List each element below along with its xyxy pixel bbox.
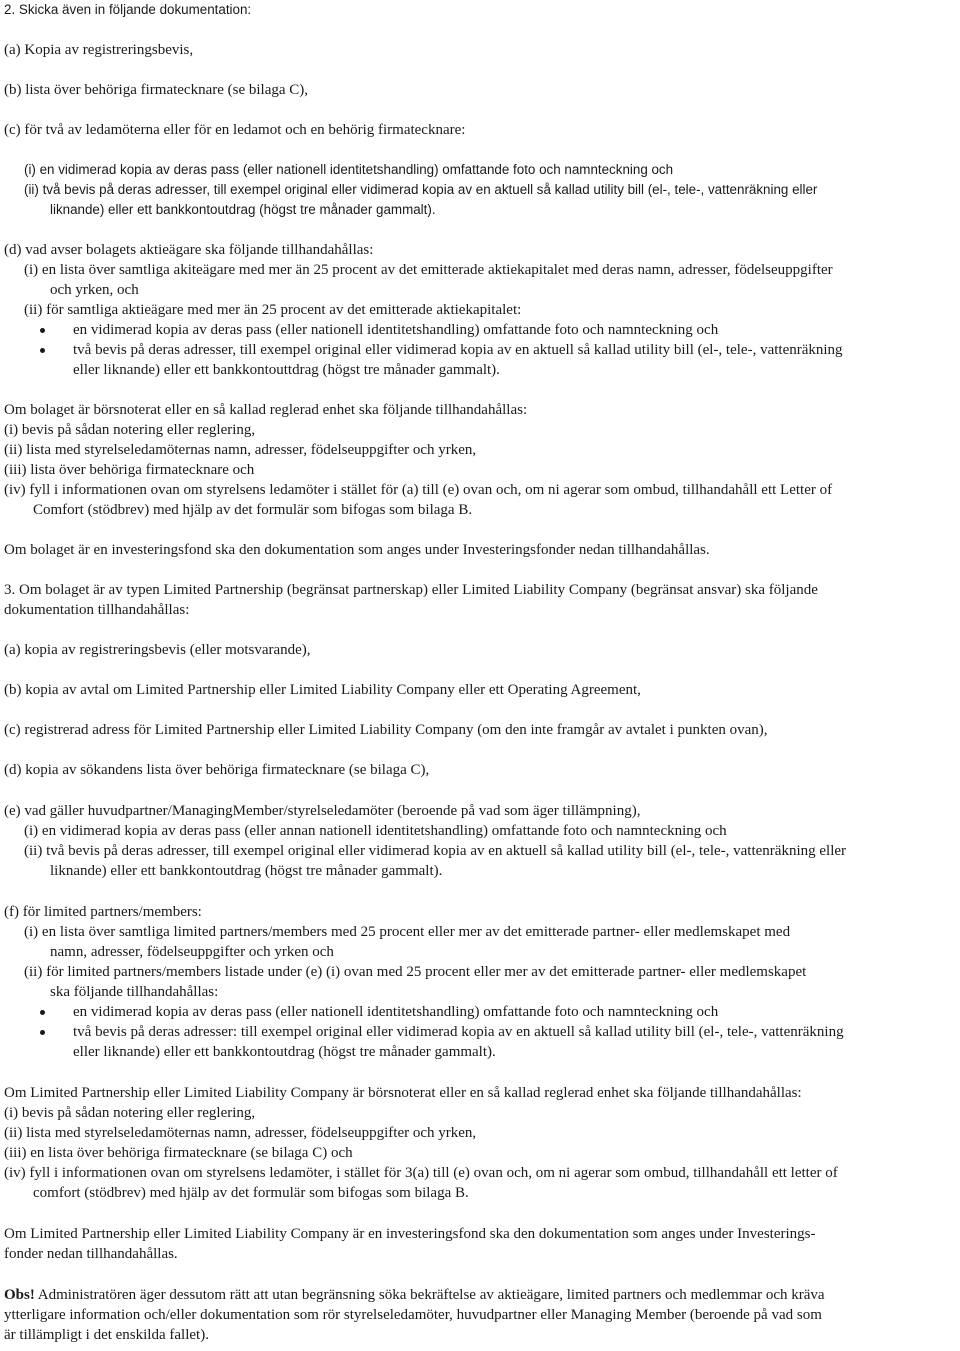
item-2d-bullet-2-line1: två bevis på deras adresser, till exempel original eller vidimerad kopia av en aktuell så kallad utility bill (el-, tele-, vattenräkning	[73, 342, 843, 358]
item-3d: (d) kopia av sökandens lista över behöriga firmatecknare (se bilaga C),	[4, 762, 430, 778]
investment-fund-note: Om bolaget är en investeringsfond ska den dokumentation som anges under Investeringsfonder nedan tillhandahållas.	[4, 542, 710, 558]
note-line2: ytterligare information och/eller dokumentation som rör styrelseledamöter, huvudpartner eller Managing Member (beroende på vad som	[4, 1307, 822, 1323]
lp-listed-intro: Om Limited Partnership eller Limited Liability Company är börsnoterat eller en så kallad reglerad enhet ska följande tillhandahållas:	[4, 1085, 802, 1101]
lp-listed-iv-line1: (iv) fyll i informationen ovan om styrelsens ledamöter, i stället för 3(a) till (e) ovan och, om ni agerar som ombud, tillhandahåll ett letter of	[4, 1165, 838, 1181]
item-3f-bullet-1: en vidimerad kopia av deras pass (eller nationell identitetshandling) omfattande foto och namnteckning och	[73, 1004, 719, 1020]
note-text-1: Administratören äger dessutom rätt att utan begränsning söka bekräftelse av aktieägare, limited partners och medlemmar och kräva	[34, 1287, 825, 1303]
bullet-icon	[40, 1010, 45, 1015]
section-3-intro-line1: 3. Om bolaget är av typen Limited Partnership (begränsat partnerskap) eller Limited Liability Company (begränsat ansvar) ska följande	[4, 582, 818, 598]
item-2d-i-line1: (i) en lista över samtliga akiteägare med mer än 25 procent av det emitterade aktiekapitalet med deras namn, adresser, födelseuppgifter	[24, 262, 833, 278]
listed-company-intro: Om bolaget är börsnoterat eller en så kallad reglerad enhet ska följande tillhandahållas:	[4, 402, 528, 418]
item-3f-i-line1: (i) en lista över samtliga limited partners/members med 25 procent eller mer av det emitterade partner- eller medlemskapet med	[24, 924, 791, 940]
lp-fund-line1: Om Limited Partnership eller Limited Liability Company är en investeringsfond ska den dokumentation som anges under Investerings-	[4, 1226, 816, 1242]
listed-company-iv-line2: Comfort (stödbrev) med hjälp av det formulär som bifogas som bilaga B.	[33, 502, 473, 518]
listed-company-iii: (iii) lista över behöriga firmatecknare och	[4, 462, 255, 478]
bullet-icon	[40, 348, 45, 353]
item-3b: (b) kopia av avtal om Limited Partnership eller Limited Liability Company eller ett Operating Agreement,	[4, 682, 641, 698]
item-2d-i-line2: och yrken, och	[50, 282, 139, 298]
item-3f: (f) för limited partners/members:	[4, 904, 202, 920]
bullet-icon	[40, 328, 45, 333]
item-2c-i: (i) en vidimerad kopia av deras pass (eller nationell identitetshandling) omfattande foto och namnteckning och	[24, 162, 674, 177]
item-3e: (e) vad gäller huvudpartner/ManagingMember/styrelseledamöter (beroende på vad som äger tillämpning),	[4, 803, 641, 819]
item-3f-bullet-2-line1: två bevis på deras adresser: till exempel original eller vidimerad kopia av en aktuell så kallad utility bill (el-, tele-, vattenräkning	[73, 1024, 844, 1040]
note-label: Obs!	[4, 1287, 35, 1303]
item-3e-ii-line1: (ii) två bevis på deras adresser, till exempel original eller vidimerad kopia av en aktuell så kallad utility bill (el-, tele-, vattenräkning eller	[24, 843, 847, 859]
item-2c: (c) för två av ledamöterna eller för en ledamot och en behörig firmatecknare:	[4, 122, 466, 138]
lp-fund-line2: fonder nedan tillhandahållas.	[4, 1246, 178, 1262]
note-line3: är tillämpligt i det enskilda fallet).	[4, 1327, 209, 1343]
item-3f-bullet-2-line2: eller liknande) eller ett bankkontoutdrag (högst tre månader gammalt).	[73, 1044, 496, 1060]
item-2c-ii-line2: liknande) eller ett bankkontoutdrag (högst tre månader gammalt).	[50, 202, 436, 217]
section-2-heading: 2. Skicka även in följande dokumentation:	[4, 2, 252, 17]
bullet-icon	[40, 1030, 45, 1035]
item-3e-i: (i) en vidimerad kopia av deras pass (eller annan nationell identitetshandling) omfattande foto och namnteckning och	[24, 823, 727, 839]
item-2c-ii-line1: (ii) två bevis på deras adresser, till exempel original eller vidimerad kopia av en aktuell så kallad utility bill (el-, tele-, vattenräkning eller	[24, 182, 818, 197]
lp-listed-ii: (ii) lista med styrelseledamöternas namn, adresser, födelseuppgifter och yrken,	[4, 1125, 477, 1141]
item-3f-ii-line1: (ii) för limited partners/members listade under (e) (i) ovan med 25 procent eller mer av det emitterade partner- eller medlemskapet	[24, 964, 807, 980]
note-line1	[4, 1285, 825, 1305]
item-3f-i-line2: namn, adresser, födelseuppgifter och yrken och	[50, 944, 334, 960]
item-3e-ii-line2: liknande) eller ett bankkontoutdrag (högst tre månader gammalt).	[50, 863, 443, 879]
lp-listed-iii: (iii) en lista över behöriga firmatecknare (se bilaga C) och	[4, 1145, 353, 1161]
listed-company-iv-line1: (iv) fyll i informationen ovan om styrelsens ledamöter i stället för (a) till (e) ovan och, om ni agerar som ombud, tillhandahåll ett Letter of	[4, 482, 833, 498]
item-2d-bullet-1: en vidimerad kopia av deras pass (eller nationell identitetshandling) omfattande foto och namnteckning och	[73, 322, 719, 338]
item-2d: (d) vad avser bolagets aktieägare ska följande tillhandahållas:	[4, 242, 374, 258]
lp-listed-iv-line2: comfort (stödbrev) med hjälp av det formulär som bifogas som bilaga B.	[33, 1185, 469, 1201]
item-3a: (a) kopia av registreringsbevis (eller motsvarande),	[4, 642, 311, 658]
listed-company-ii: (ii) lista med styrelseledamöternas namn, adresser, födelseuppgifter och yrken,	[4, 442, 477, 458]
item-2d-ii: (ii) för samtliga aktieägare med mer än 25 procent av det emitterade aktiekapitalet:	[24, 302, 522, 318]
lp-listed-i: (i) bevis på sådan notering eller reglering,	[4, 1105, 256, 1121]
item-2d-bullet-2-line2: eller liknande) eller ett bankkontouttdrag (högst tre månader gammalt).	[73, 362, 500, 378]
item-2a: (a) Kopia av registreringsbevis,	[4, 42, 194, 58]
listed-company-i: (i) bevis på sådan notering eller reglering,	[4, 422, 256, 438]
item-3c: (c) registrerad adress för Limited Partnership eller Limited Liability Company (om den inte framgår av avtalet i punkten ovan),	[4, 722, 768, 738]
item-3f-ii-line2: ska följande tillhandahållas:	[50, 984, 219, 1000]
section-3-intro-line2: dokumentation tillhandahållas:	[4, 602, 190, 618]
item-2b: (b) lista över behöriga firmatecknare (se bilaga C),	[4, 82, 309, 98]
